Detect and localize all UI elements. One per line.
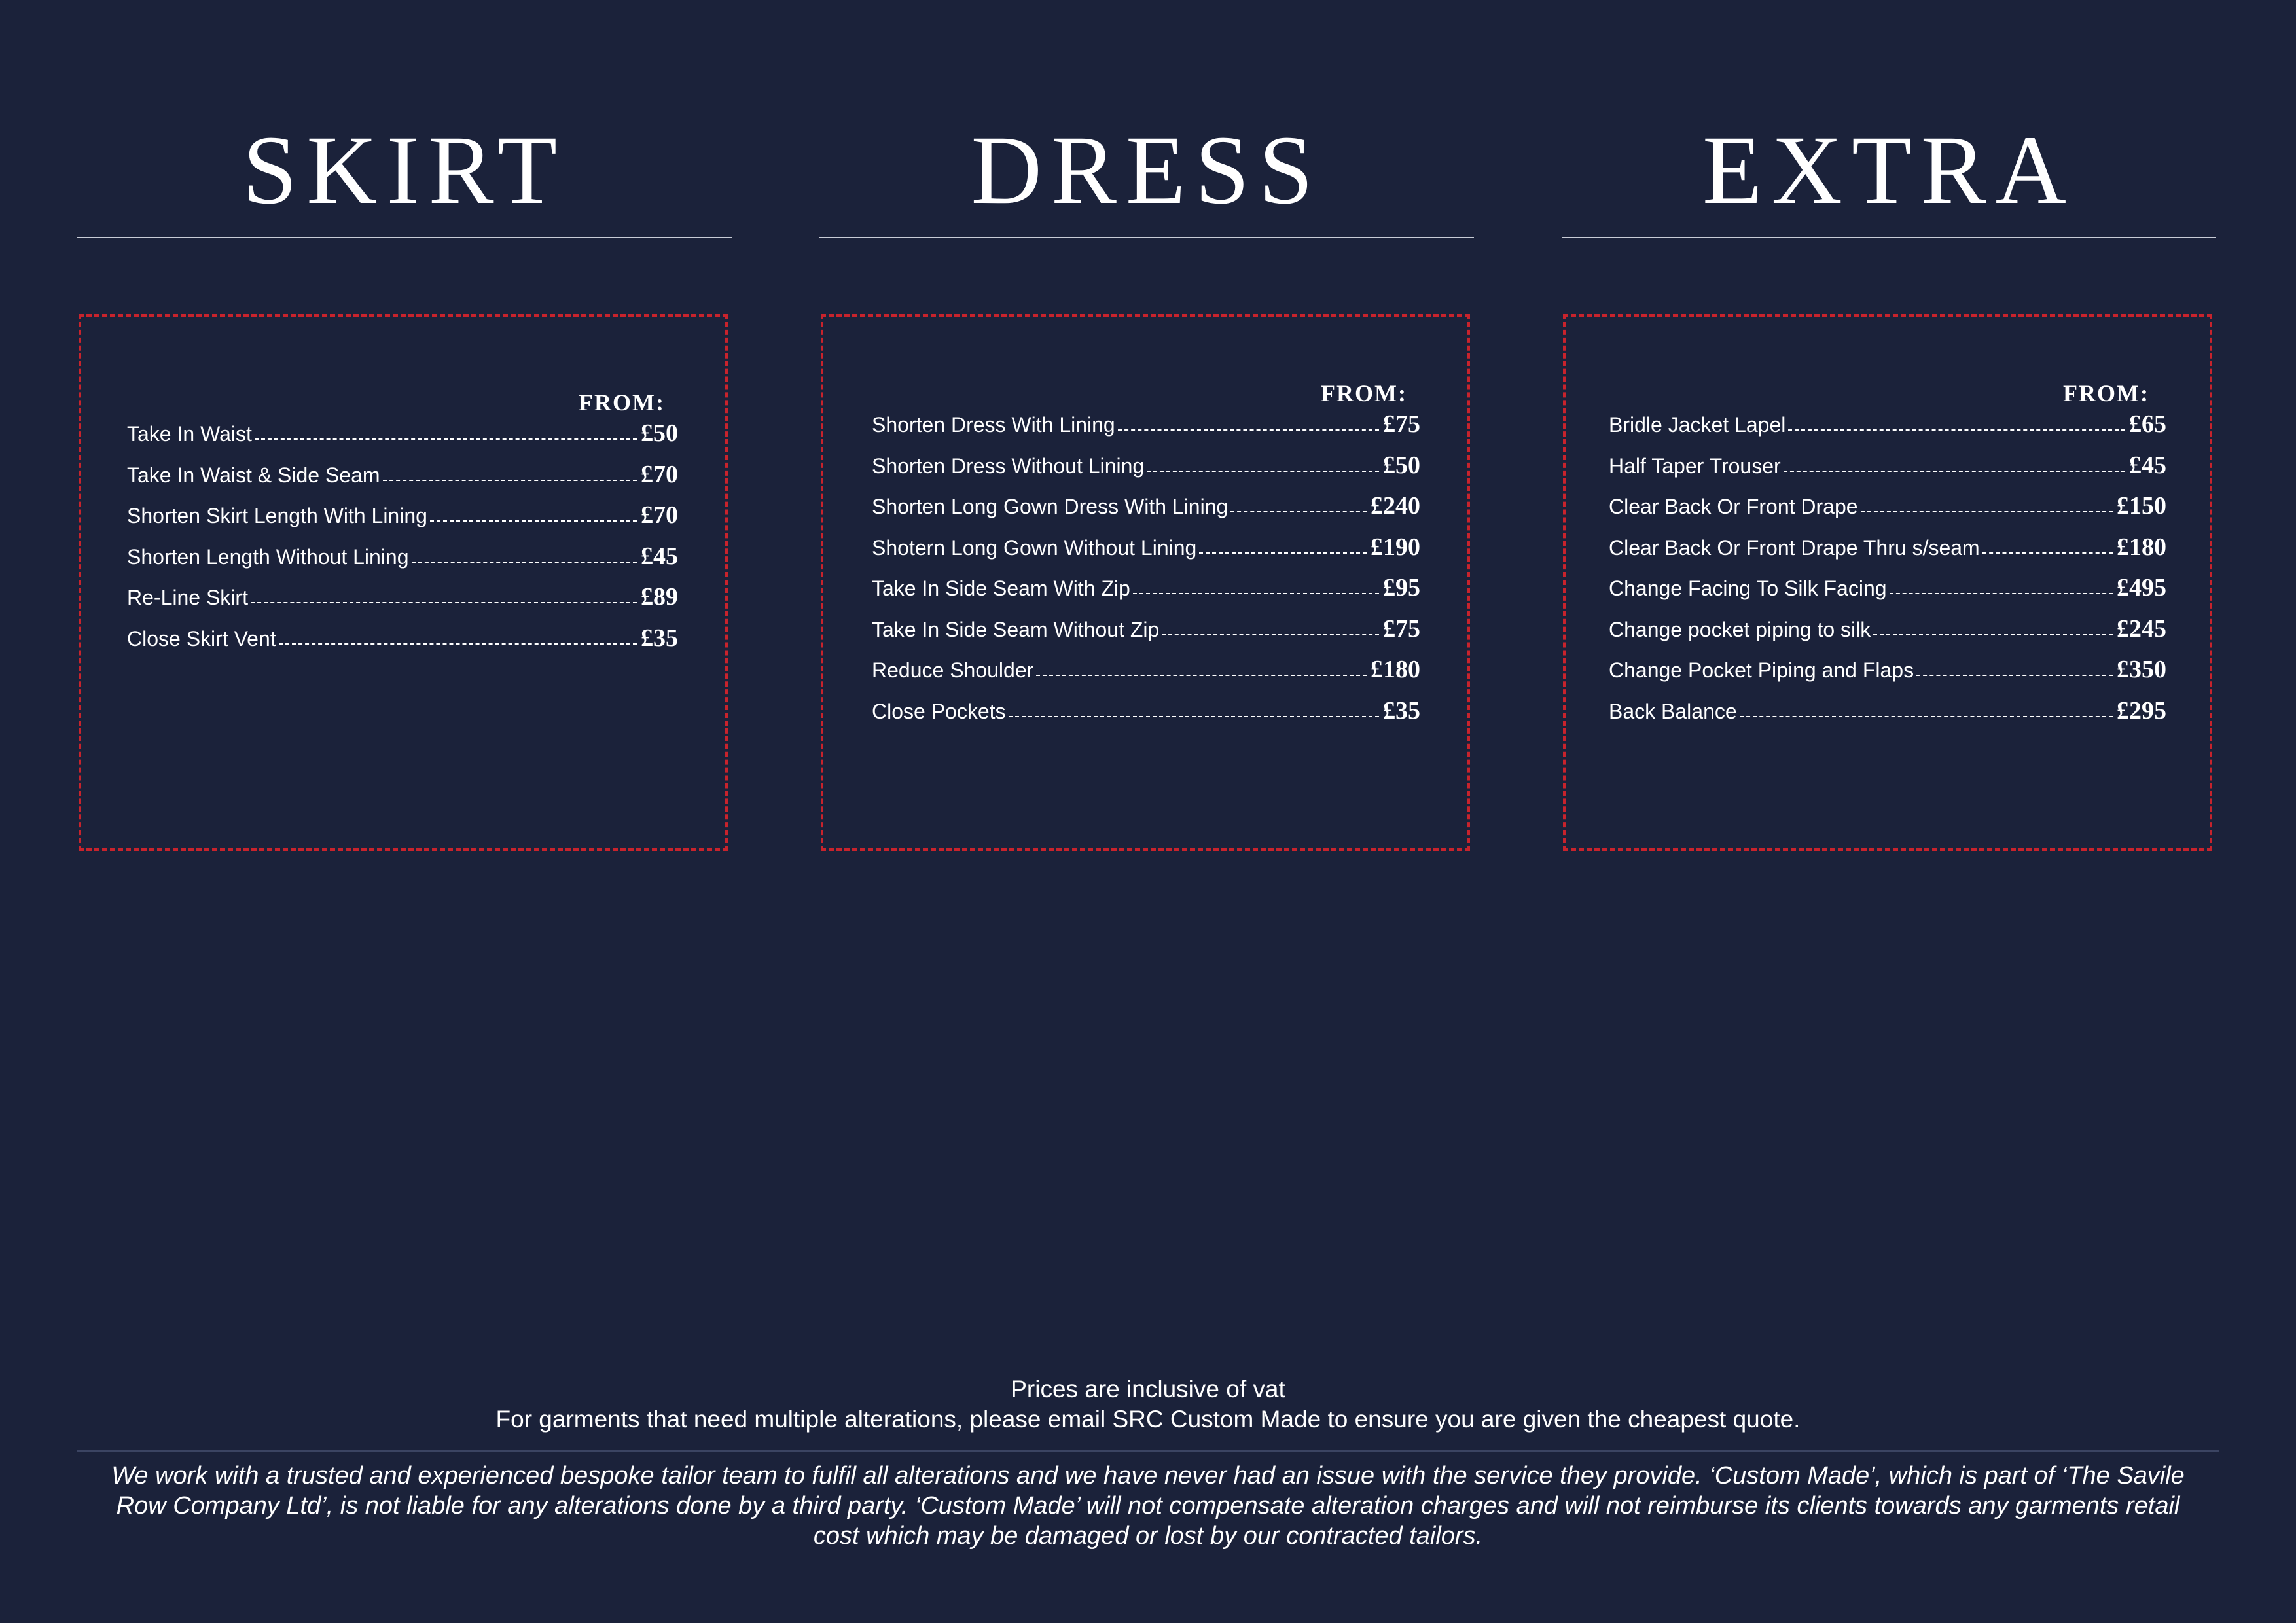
item-price: £45 (641, 542, 678, 570)
item-name: Shorten Dress Without Lining (872, 454, 1145, 478)
skirt-price-list (127, 419, 678, 664)
leader-line (1982, 552, 2113, 554)
item-price: £495 (2117, 574, 2166, 601)
price-row (872, 491, 1420, 533)
leader-line (1230, 511, 1367, 512)
item-name: Take In Waist (127, 422, 252, 446)
dress-title: DRESS (971, 116, 1323, 224)
item-price: £65 (2129, 410, 2166, 438)
leader-line (1788, 429, 2125, 431)
item-name: Half Taper Trouser (1609, 454, 1781, 478)
footer-notes (0, 1374, 2296, 1435)
item-name: Shorten Skirt Length With Lining (127, 504, 427, 527)
item-price: £150 (2117, 492, 2166, 520)
price-row (1609, 451, 2166, 492)
item-price: £50 (1383, 451, 1420, 479)
item-name: Take In Waist & Side Seam (127, 463, 380, 487)
item-name: Reduce Shoulder (872, 658, 1034, 682)
leader-line (251, 602, 637, 603)
price-row (872, 573, 1420, 615)
price-row (1609, 533, 2166, 574)
price-row (1609, 655, 2166, 696)
skirt-title-rule (77, 237, 732, 238)
leader-line (412, 562, 637, 563)
leader-line (1009, 716, 1379, 717)
item-name: Shorten Dress With Lining (872, 413, 1115, 437)
price-row (1609, 696, 2166, 738)
item-price: £95 (1383, 574, 1420, 601)
vat-note: Prices are inclusive of vat (1011, 1376, 1285, 1402)
item-price: £35 (641, 624, 678, 652)
item-price: £180 (1371, 656, 1420, 683)
item-price: £190 (1371, 533, 1420, 561)
extra-title: EXTRA (1702, 116, 2075, 224)
dress-price-box (821, 314, 1470, 851)
price-row (872, 696, 1420, 738)
price-row (1609, 410, 2166, 451)
multiple-alterations-note: For garments that need multiple alterations, please email SRC Custom Made to ensure you are given the cheapest quote. (495, 1406, 1801, 1433)
item-name: Close Skirt Vent (127, 626, 276, 651)
item-name: Back Balance (1609, 699, 1737, 723)
price-row (872, 655, 1420, 696)
leader-line (1916, 675, 2113, 676)
leader-line (1118, 429, 1379, 431)
extra-title-rule (1562, 237, 2216, 238)
price-row (127, 582, 678, 624)
skirt-from-label: FROM: (579, 389, 665, 416)
price-row (127, 624, 678, 665)
leader-line (1036, 675, 1367, 676)
leader-line (1199, 552, 1367, 554)
item-price: £180 (2117, 533, 2166, 561)
leader-line (1147, 471, 1379, 472)
item-name: Change Facing To Silk Facing (1609, 577, 1887, 600)
item-name: Clear Back Or Front Drape (1609, 495, 1858, 518)
extra-price-box (1563, 314, 2212, 851)
leader-line (1873, 634, 2113, 635)
item-price: £350 (2117, 656, 2166, 683)
item-name: Clear Back Or Front Drape Thru s/seam (1609, 535, 1980, 560)
skirt-price-box (79, 314, 728, 851)
item-name: Re-Line Skirt (127, 586, 248, 609)
item-price: £240 (1371, 492, 1420, 520)
leader-line (255, 438, 637, 440)
leader-line (383, 480, 637, 481)
item-name: Bridle Jacket Lapel (1609, 413, 1786, 437)
price-row (872, 615, 1420, 656)
item-price: £50 (641, 419, 678, 447)
skirt-title: SKIRT (242, 116, 567, 224)
price-row (1609, 573, 2166, 615)
item-price: £245 (2117, 615, 2166, 643)
item-price: £70 (641, 460, 678, 488)
item-price: £295 (2117, 696, 2166, 724)
leader-line (1861, 511, 2113, 512)
leader-line (279, 643, 637, 645)
item-name: Change pocket piping to silk (1609, 617, 1871, 641)
item-name: Close Pockets (872, 699, 1006, 723)
price-row (872, 410, 1420, 451)
leader-line (1890, 593, 2113, 594)
extra-price-list (1609, 410, 2166, 737)
leader-line (1784, 471, 2125, 472)
disclaimer-text: We work with a trusted and experienced bespoke tailor team to fulfil all alterations and we have never had an issue with the service they provide. ‘Custom Made’, which is part of ‘The Savile Row Company Ltd’, is not liable for any alterations done by a third party. ‘Custom Made’ will not compensate alteration charges and will not reimburse its clients towards any garments retail cost which may be damaged or lost by our contracted tailors. (111, 1462, 2185, 1550)
price-row (127, 460, 678, 501)
price-row (1609, 615, 2166, 656)
leader-line (430, 520, 637, 522)
leader-line (1162, 634, 1379, 635)
dress-title-rule (819, 237, 1474, 238)
item-name: Shotern Long Gown Without Lining (872, 535, 1197, 560)
item-price: £75 (1383, 410, 1420, 438)
dress-price-list (872, 410, 1420, 737)
item-price: £70 (641, 501, 678, 529)
item-name: Shorten Long Gown Dress With Lining (872, 495, 1229, 518)
extra-from-label: FROM: (2063, 380, 2149, 406)
price-row (872, 451, 1420, 492)
price-row (127, 542, 678, 583)
item-price: £75 (1383, 615, 1420, 643)
item-name: Shorten Length Without Lining (127, 544, 409, 569)
price-row (127, 419, 678, 460)
leader-line (1740, 716, 2113, 717)
item-name: Take In Side Seam With Zip (872, 577, 1130, 600)
item-name: Change Pocket Piping and Flaps (1609, 658, 1914, 682)
item-price: £89 (641, 583, 678, 611)
price-row (127, 501, 678, 542)
price-row (872, 533, 1420, 574)
dress-from-label: FROM: (1321, 380, 1407, 406)
item-name: Take In Side Seam Without Zip (872, 617, 1160, 641)
item-price: £35 (1383, 696, 1420, 724)
item-price: £45 (2129, 451, 2166, 479)
leader-line (1133, 593, 1379, 594)
price-row (1609, 491, 2166, 533)
footer-divider (77, 1450, 2219, 1452)
